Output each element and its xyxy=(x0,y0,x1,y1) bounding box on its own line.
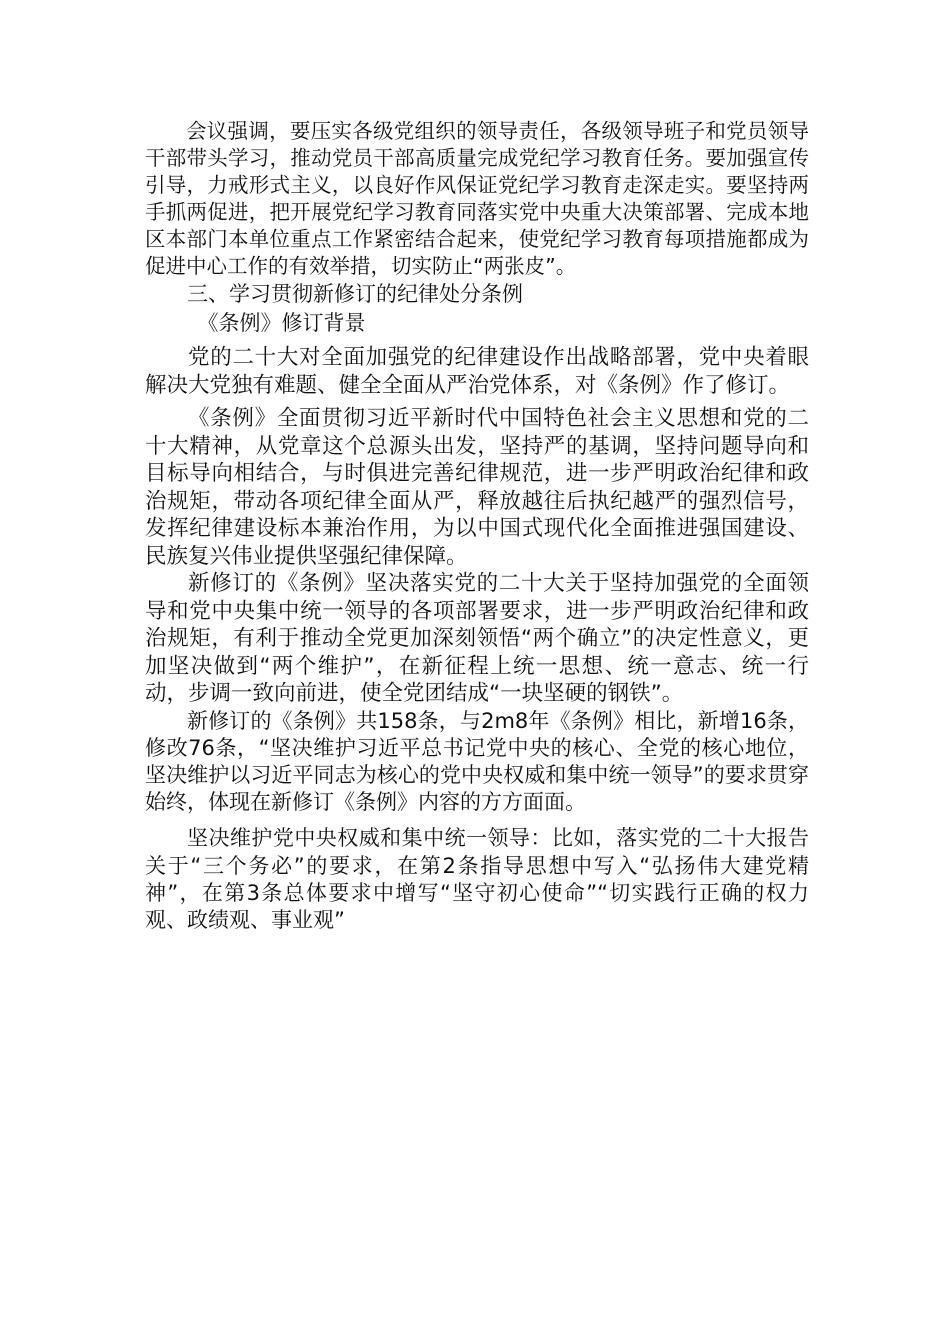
paragraph-political-discipline: 新修订的《条例》坚决落实党的二十大关于坚持加强党的全面领导和党中央集中统一领导的各项部署要求，进一步严明政治纪律和政治规矩，有利于推动全党更加深刻领悟“两个确立”的决定性意义，更加坚决做到“两个维护”，在新征程上统一思想、统一意志、统一行动，步调一致向前进，使全党团结成“一块坚硬的钢铁”。 xyxy=(145,571,809,706)
paragraph-meeting-emphasis: 会议强调，要压实各级党组织的领导责任，各级领导班子和党员领导干部带头学习，推动党员干部高质量完成党纪学习教育任务。要加强宣传引导，力戒形式主义，以良好作风保证党纪学习教育走深走实。要坚持两手抓两促进，把开展党纪学习教育同落实党中央重大决策部署、完成本地区本部门本单位重点工作紧密结合起来，使党纪学习教育每项措施都成为促进中心工作的有效举措，切实防止“两张皮”。 xyxy=(145,119,809,278)
paragraph-regulation-overview: 《条例》全面贯彻习近平新时代中国特色社会主义思想和党的二十大精神，从党章这个总源头出发，坚持严的基调，坚持问题导向和目标导向相结合，与时俱进完善纪律规范，进一步严明政治纪律和政治规矩，带动各项纪律全面从严，释放越往后执纪越严的强烈信号，发挥纪律建设标本兼治作用，为以中国式现代化全面推进强国建设、民族复兴伟业提供坚强纪律保障。 xyxy=(145,406,809,569)
document-page xyxy=(145,118,809,934)
paragraph-revision-background: 党的二十大对全面加强党的纪律建设作出战略部署，党中央着眼解决大党独有难题、健全全面从严治党体系，对《条例》作了修订。 xyxy=(145,345,809,398)
section-heading: 三、学习贯彻新修订的纪律处分条例 xyxy=(187,282,523,306)
paragraph-article-count: 新修订的《条例》共158条，与2m8年《条例》相比，新增16条，修改76条，“坚决维护习近平总书记党中央的核心、全党的核心地位，坚决维护以习近平同志为核心的党中央权威和集中统一领导”的要求贯穿始终，体现在新修订《条例》内容的方方面面。 xyxy=(145,708,809,815)
paragraph-central-authority: 坚决维护党中央权威和集中统一领导：比如，落实党的二十大报告关于“三个务必”的要求，在第2条指导思想中写入“弘扬伟大建党精神”，在第3条总体要求中增写“坚守初心使命”“切实践行正确的权力观、政绩观、事业观” xyxy=(145,826,809,932)
subsection-heading: 《条例》修订背景 xyxy=(197,311,366,335)
